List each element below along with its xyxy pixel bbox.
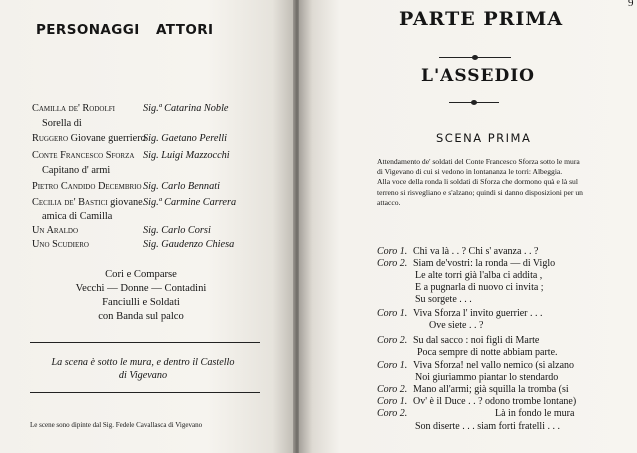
scene-title: SCENA PRIMA <box>436 131 532 145</box>
cast-actor: Sig. Luigi Mazzocchi <box>143 150 230 161</box>
stage-direction-para: Attendamento de' soldati del Conte Francesco Sforza sotto le mura di Vigevano di cui si vedono in lontananza le torri: Albeggia. <box>377 157 580 177</box>
cori-line: Vecchi — Donne — Contadini <box>75 283 207 294</box>
scena-note-line: di Vigevano <box>118 370 168 381</box>
cast-actor: Sig. Carlo Corsi <box>143 225 211 236</box>
part-title: PARTE PRIMA <box>399 8 564 30</box>
cast-row: Cecilia de' Bastici giovane <box>32 197 143 208</box>
scena-note <box>0 356 286 382</box>
verse-block: Coro 1. Chi va là . . ? Chi s' avanza . . ? Coro 2. Siam de'vostri: la ronda — di Viglo Le alte torri già l'alba ci addita , E a pugnarla di nuovo ci invita ; Su sorgete . . . Coro 1. Viva Sforza l' invito guerrier . . . Ove siete . . ? Coro 2. Su dal sacco : noi figli di Marte Poca sempre di notte abbiam parte. Coro 1. Viva Sforza! nel vallo nemico (si alzano Noi giuriammo piantar lo stendardo Coro 2. Mano all'armi; già squilla la tromba (si Coro 1. Ov' è il Duce . . ? odono trombe lontane) Coro 2. Là in fondo le mura Son diserte . . . siam forti fratelli . . . <box>377 246 577 432</box>
header-attori: ATTORI <box>156 22 214 38</box>
cast-row: amica di Camilla <box>42 211 113 222</box>
stage-direction <box>377 157 587 208</box>
cast-row: Conte Francesco Sforza <box>32 150 135 161</box>
cast-actor: Sig. Gaetano Perelli <box>143 133 227 144</box>
header-personaggi: PERSONAGGI <box>36 22 140 38</box>
cast-row: Ruggero Giovane guerriero <box>32 133 146 144</box>
cast-row: Sorella di <box>42 118 82 129</box>
divider-rule <box>30 392 260 393</box>
page-number: 9 <box>628 0 634 9</box>
cast-row: Camilla de' Rodolfi <box>32 103 115 114</box>
left-page <box>0 0 296 453</box>
cori-line: Fanciulli e Soldati <box>102 297 180 308</box>
stage-direction-para: Alla voce della ronda li soldati di Sforza che dormono quà e là sul terreno si risvegliano e s'alzano; quindi si danno disposizioni per un attacco. <box>377 177 583 207</box>
act-title: L'ASSEDIO <box>421 66 535 86</box>
cast-row: Pietro Candido Decembrio <box>32 181 142 192</box>
cast-actor: Sig.ª Carmine Carrera <box>143 197 237 208</box>
ornament-divider <box>449 100 499 106</box>
cori-line: con Banda sul palco <box>98 311 184 322</box>
scena-note-line: La scena è sotto le mura, e dentro il Castello <box>51 357 235 368</box>
cast-row: Capitano d' armi <box>42 165 111 176</box>
right-page <box>299 0 637 453</box>
cast-actor: Sig. Gaudenzo Chiesa <box>143 239 235 250</box>
cast-row: Un Araldo <box>32 225 79 236</box>
cast-row: Uno Scudiero <box>32 239 89 250</box>
divider-rule <box>30 342 260 343</box>
cast-actor: Sig. Carlo Bennati <box>143 181 220 192</box>
cori-block <box>0 268 282 324</box>
footnote: Le scene sono dipinte dal Sig. Fedele Cavallasca di Vigevano <box>30 421 203 429</box>
ornament-divider <box>439 55 511 61</box>
cast-actor: Sig.ª Catarina Noble <box>143 103 229 114</box>
cori-line: Cori e Comparse <box>105 269 177 280</box>
